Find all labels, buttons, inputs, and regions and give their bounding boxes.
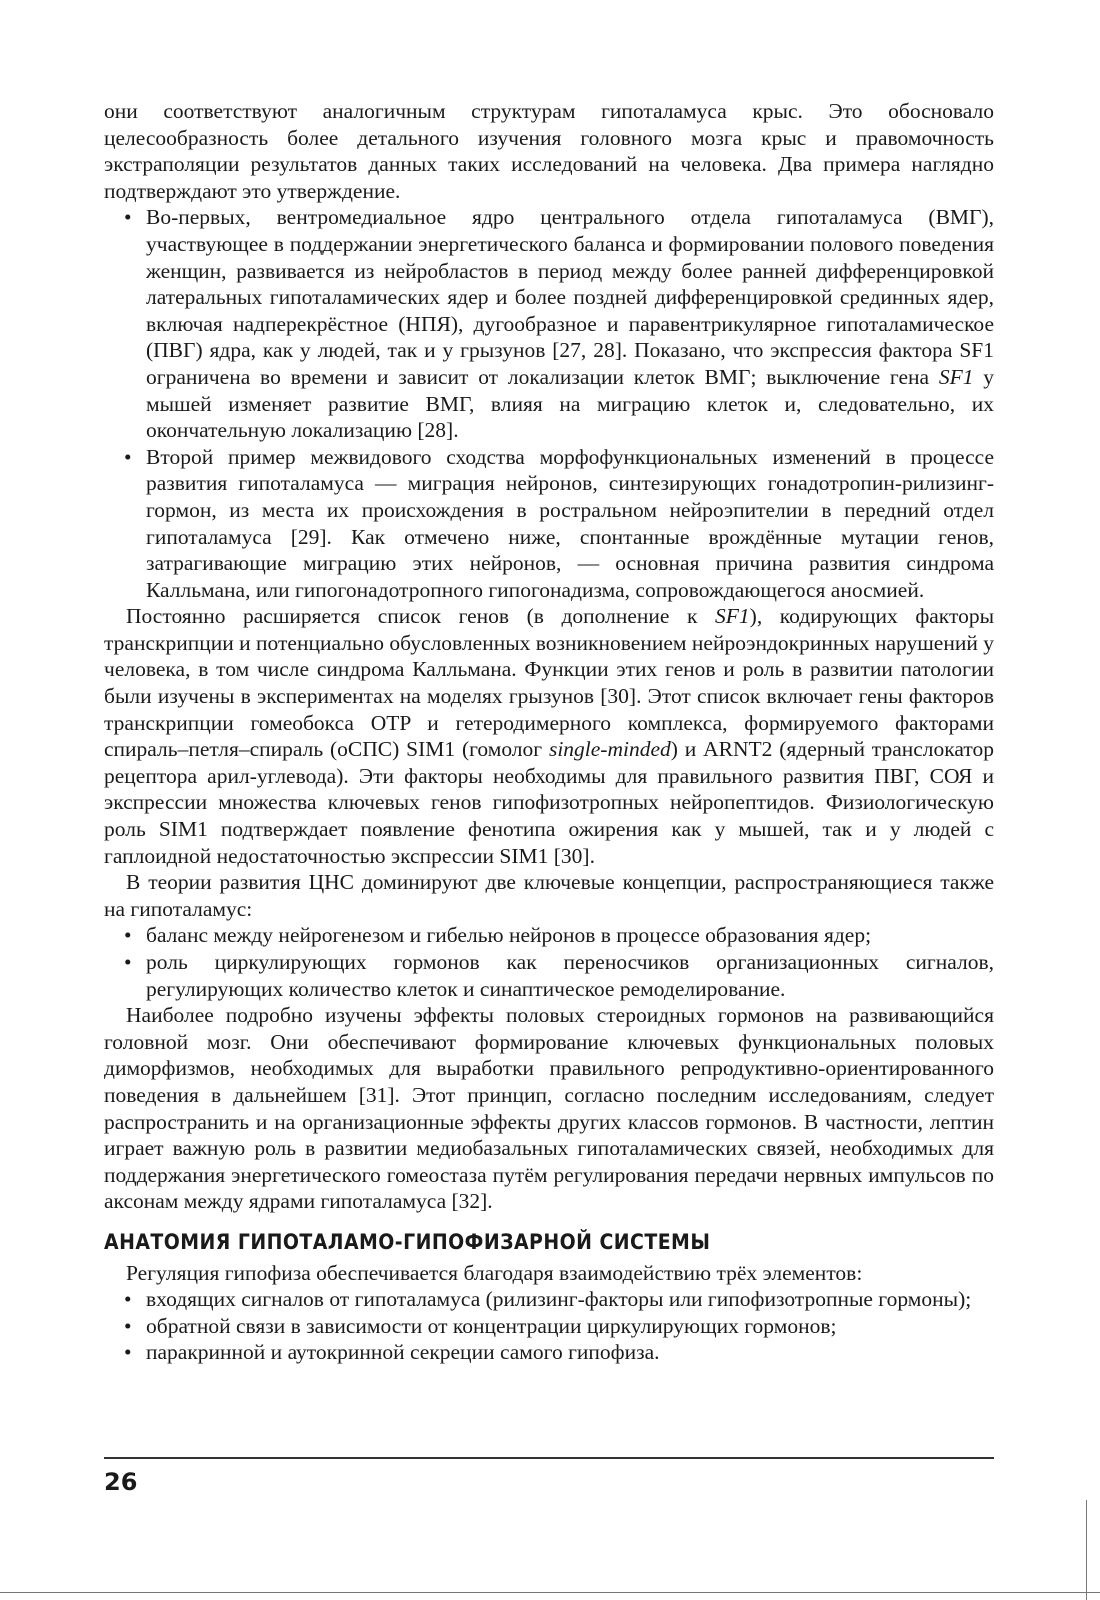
list-item <box>124 1313 994 1340</box>
example-text-1-end: у мышей изменяет развитие ВМГ, влияя на миграцию клеток и, следовательно, их окончательную локализацию [28]. <box>146 364 995 443</box>
bullet-icon: • <box>124 1287 132 1312</box>
regulation-intro: Регуляция гипофиза обеспечивается благодаря взаимодействию трёх элементов: <box>126 1260 863 1285</box>
list-item <box>124 1339 994 1366</box>
intro-paragraph: они соответствуют аналогичным структурам гипоталамуса крыс. Это обосновало целесообразность более детального изучения головного мозга крыс и правомочность экстраполяции результатов данных таких исследований на человека. Два примера наглядно подтверждают это утверждение. <box>104 99 994 203</box>
list-item <box>124 444 994 604</box>
bullet-icon: • <box>124 1313 132 1338</box>
gene-name-italic: single-minded <box>548 737 671 762</box>
genes-text-2: ), кодирующих факторы транскрипции и потенциально обусловленных возникновением нейроэндокринных нарушений у человека, в том числе синдрома Калльмана. Функции этих генов и роль в развитии патологии были изучены в экспериментах на моделях грызунов [30]. Этот список включает гены факторов транскрипции гомеобокса OTP и гетеродимерного комплекса, формируемого факторами спираль–петля–спираль (оСПС) SIM1 (гомолог <box>104 604 995 762</box>
genes-paragraph: Постоянно расширяется список генов (в дополнение к SF1), кодирующих факторы транскрипции и потенциально обусловленных возникновением нейроэндокринных нарушений у человека, в том числе синдрома Калльмана. Функции этих генов и роль в развитии патологии были изучены в экспериментах на моделях грызунов [30]. Этот список включает гены факторов транскрипции гомеобокса OTP и гетеродимерного комплекса, формируемого факторами спираль–петля–спираль (оСПС) SIM1 (гомолог single-minded) и ARNT2 (ядерный транслокатор рецептора арил-углевода). Эти факторы необходимы для правильного развития ПВГ, СОЯ и экспрессии множества ключевых генов гипофизотропных нейропептидов. Физиологическую роль SIM1 подтверждает появление фенотипа ожирения как у мышей, так и у людей с гаплоидной недостаточностью экспрессии SIM1 [30]. <box>104 604 995 868</box>
scan-edge-divider <box>0 1592 1100 1593</box>
steroids-paragraph: Наиболее подробно изучены эффекты половых стероидных гормонов на развивающийся головной мозг. Они обеспечивают формирование ключевых функциональных половых диморфизмов, необходимых для выработки правильного репродуктивно-ориентированного поведения в дальнейшем [31]. Этот принцип, согласно последним исследованиям, следует распространить и на организационные эффекты других классов гормонов. В частности, лептин играет важную роль в развитии медиобазальных гипоталамических связей, необходимых для поддержания энергетического гомеостаза путём регулирования передачи нервных импульсов по аксонам между ядрами гипоталамуса [32]. <box>104 1003 994 1214</box>
section-heading: АНАТОМИЯ ГИПОТАЛАМО-ГИПОФИЗАРНОЙ СИСТЕМЫ <box>104 1229 711 1254</box>
bullet-icon: • <box>124 1340 132 1365</box>
regulation-item-text: паракринной и аутокринной секреции самого гипофиза. <box>146 1340 660 1365</box>
bullet-icon: • <box>124 923 132 948</box>
concept-text: баланс между нейрогенезом и гибелью нейронов в процессе образования ядер; <box>146 923 872 948</box>
genes-text-3: и ARNT2 (ядерный транслокатор рецептора арил-углевода). Эти факторы необходимы для правильного развития ПВГ, СОЯ и экспрессии множества ключевых генов гипофизотропных нейропептидов. Физиологическую роль SIM1 подтверждает появление фенотипа ожирения как у мышей, так и у людей с гаплоидной недостаточностью экспрессии SIM1 [30]. <box>104 737 994 868</box>
examples-list <box>104 204 994 603</box>
gene-name-italic: SF1 <box>715 604 750 629</box>
list-item <box>124 922 994 949</box>
concept-text: роль циркулирующих гормонов как переносчиков организационных сигналов, регулирующих количество клеток и синаптическое ремоделирование. <box>146 950 994 1001</box>
genes-text-1: Постоянно расширяется список генов (в дополнение к <box>126 604 698 629</box>
bullet-icon: • <box>124 205 132 230</box>
example-text-2: Второй пример межвидового сходства морфофункциональных изменений в процессе развития гипоталамуса — миграция нейронов, синтезирующих гонадотропин-рилизинг-гормон, из места их происхождения в ростральном нейроэпителии в передний отдел гипоталамуса [29]. Как отмечено ниже, спонтанные врождённые мутации генов, затрагивающие миграцию этих нейронов, — основная причина развития синдрома Калльмана, или гипогонадотропного гипогонадизма, сопровождающегося аносмией. <box>146 444 994 602</box>
bullet-icon: • <box>124 444 132 469</box>
regulation-item-text: входящих сигналов от гипоталамуса (рилизинг-факторы или гипофизотропные гормоны); <box>146 1287 972 1312</box>
gene-name-italic: SF1 <box>938 364 974 389</box>
concepts-intro: В теории развития ЦНС доминируют две ключевые концепции, распространяющиеся также на гипоталамус: <box>104 870 994 921</box>
scan-edge-divider <box>1086 1500 1087 1600</box>
bullet-icon: • <box>124 950 132 974</box>
footer-divider <box>104 1457 994 1459</box>
list-item <box>124 949 994 1002</box>
regulation-item-text: обратной связи в зависимости от концентрации циркулирующих гормонов; <box>146 1313 837 1338</box>
list-item <box>124 1286 994 1313</box>
concepts-list <box>104 922 994 1002</box>
example-text-1: Во-первых, вентромедиальное ядро центрального отдела гипоталамуса (ВМГ), участвующее в поддержании энергетического баланса и формировании полового поведения женщин, развивается из нейробластов в период между более ранней дифференцировкой латеральных гипоталамических ядер и более поздней дифференцировкой срединных ядер, включая надперекрёстное (НПЯ), дугообразное и паравентрикулярное гипоталамическое (ПВГ) ядра, как у людей, так и у грызунов [27, 28]. Показано, что экспрессия фактора SF1 ограничена во времени и зависит от локализации клеток ВМГ; выключение гена <box>146 205 994 389</box>
list-item <box>124 204 994 443</box>
regulation-list <box>104 1286 994 1366</box>
page-body <box>104 98 994 1366</box>
page-number: 26 <box>104 1468 138 1496</box>
